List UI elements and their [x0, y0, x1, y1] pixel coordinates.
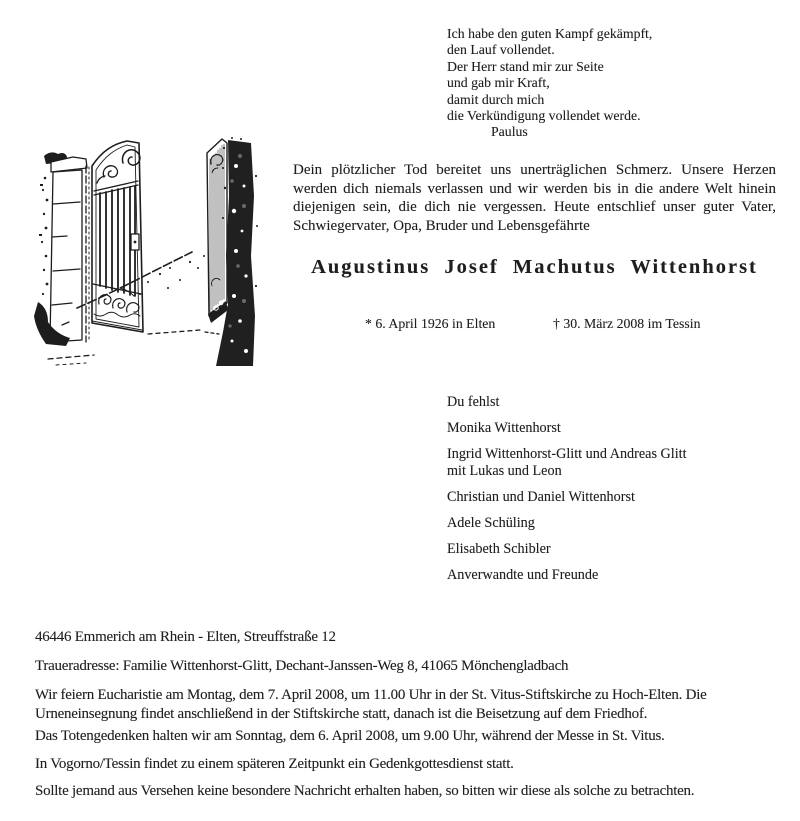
mourner-line: Adele Schüling: [447, 515, 535, 531]
poem-line: und gab mir Kraft,: [447, 75, 550, 91]
mourner-entry: [447, 541, 687, 558]
mourners-list: [447, 394, 687, 593]
mourner-line: Ingrid Wittenhorst-Glitt und Andreas Glitt: [447, 446, 687, 462]
mourner-entry: [447, 489, 687, 506]
mourner-entry: [447, 446, 687, 480]
epigraph-poem: [447, 26, 652, 141]
mourner-entry: [447, 515, 687, 532]
notification-note: Sollte jemand aus Versehen keine besondere Nachricht erhalten haben, so bitten wir diese als solche zu betrachten.: [35, 783, 695, 799]
eucharist-info: Wir feiern Eucharistie am Montag, dem 7. April 2008, um 11.00 Uhr in der St. Vitus-Stiftskirche zu Hoch-Elten. Die Urneneinsegnung findet anschließend in der Stiftskirche statt, danach ist die Beisetzung auf dem Friedhof.: [35, 687, 707, 722]
poem-line: Der Herr stand mir zur Seite: [447, 58, 604, 74]
memorial-info: Das Totengedenken halten wir am Sonntag, dem 6. April 2008, um 9.00 Uhr, während der Messe in St. Vitus.: [35, 728, 665, 744]
poem-line: Ich habe den guten Kampf gekämpft,: [447, 26, 653, 41]
intro-paragraph: Dein plötzlicher Tod bereitet uns unerträglichen Schmerz. Unsere Herzen werden dich niemals verlassen und wir werden bis in die andere Welt hinein diejenigen sein, die dich nie vergessen. Heute entschlief unser guter Vater, Schwiegervater, Opa, Bruder und Lebensgefährte: [293, 162, 776, 235]
mourners-opening: Du fehlst: [447, 394, 500, 410]
open-gate-icon: [20, 136, 260, 368]
mourner-line: Monika Wittenhorst: [447, 420, 561, 436]
mourner-entry: [447, 567, 687, 584]
mourner-entry: [447, 420, 687, 437]
service-info: In Vogorno/Tessin findet zu einem späteren Zeitpunkt ein Gedenkgottesdienst statt.: [35, 756, 514, 772]
poem-attribution: Paulus: [491, 124, 528, 140]
mourner-line: Christian und Daniel Wittenhorst: [447, 489, 635, 505]
deceased-name: Augustinus Josef Machutus Wittenhorst: [311, 256, 758, 278]
birth-date: * 6. April 1926 in Elten: [365, 316, 496, 331]
mourner-line: Elisabeth Schibler: [447, 541, 551, 557]
mourner-line: Anverwandte und Freunde: [447, 567, 599, 583]
mourner-line: mit Lukas und Leon: [447, 463, 562, 479]
home-address: 46446 Emmerich am Rhein - Elten, Streuffstraße 12: [35, 629, 336, 645]
mourning-address: Traueradresse: Familie Wittenhorst-Glitt, Dechant-Janssen-Weg 8, 41065 Mönchengladbach: [35, 658, 569, 674]
death-date: † 30. März 2008 im Tessin: [553, 316, 701, 331]
poem-line: die Verkündigung vollendet werde.: [447, 108, 641, 124]
poem-line: den Lauf vollendet.: [447, 42, 555, 58]
poem-line: damit durch mich: [447, 91, 545, 107]
